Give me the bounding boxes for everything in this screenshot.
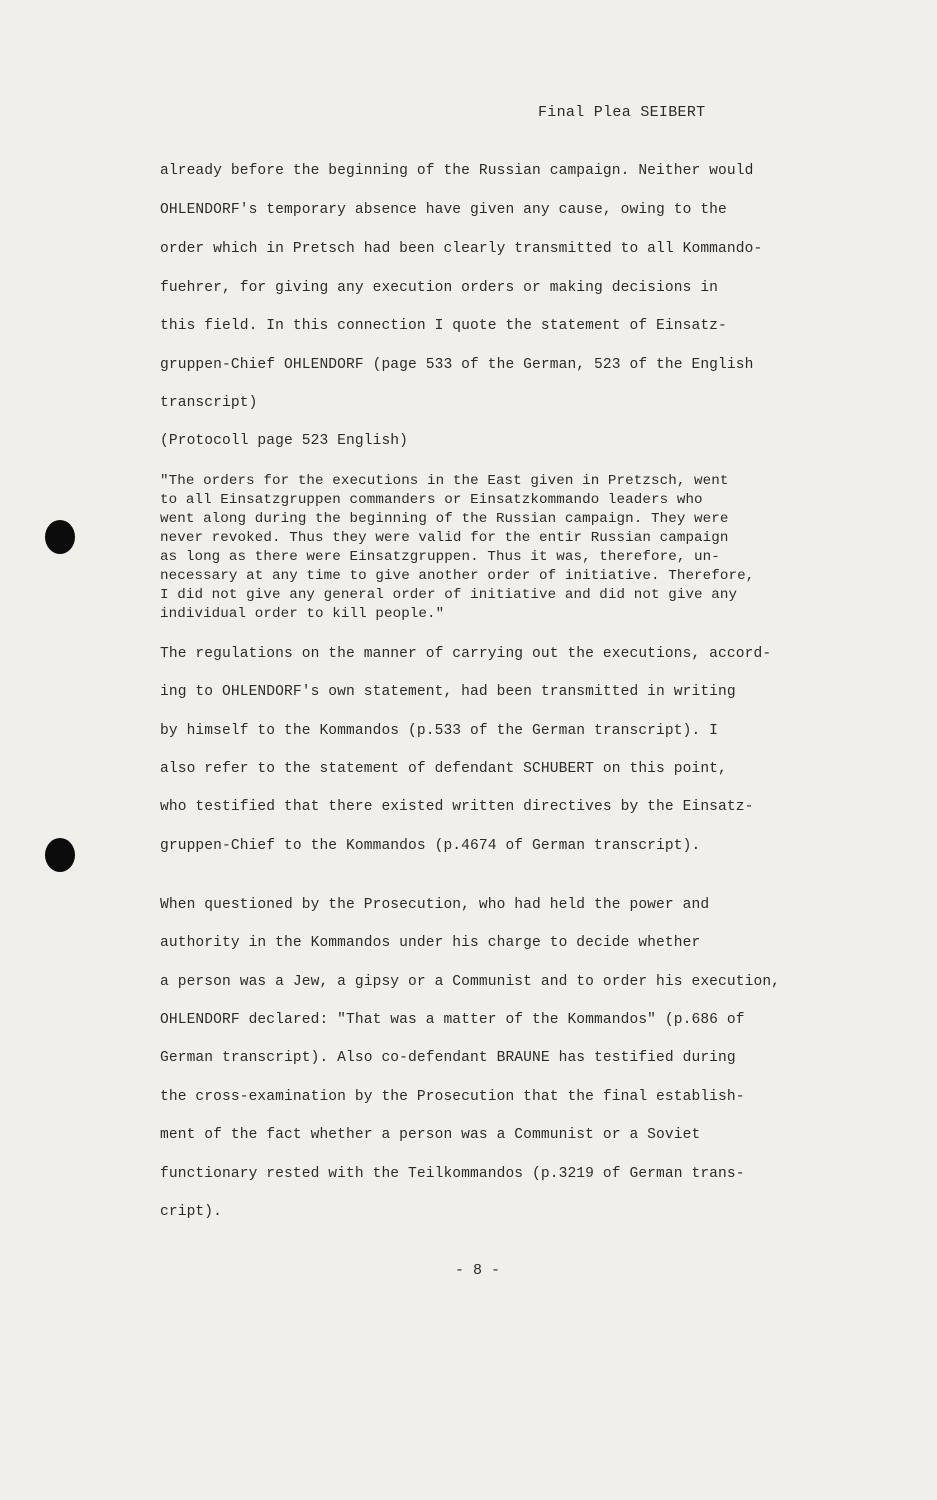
- paragraph-line: OHLENDORF declared: "That was a matter of the Kommandos" (p.686 of: [160, 1012, 745, 1028]
- quote-line: individual order to kill people.": [160, 606, 445, 622]
- paragraph-line: who testified that there existed written directives by the Einsatz-: [160, 799, 754, 815]
- paragraph-line: functionary rested with the Teilkommandos (p.3219 of German trans-: [160, 1166, 745, 1182]
- quote-line: never revoked. Thus they were valid for the entir Russian campaign: [160, 530, 729, 546]
- punch-hole: [45, 520, 75, 554]
- paragraph-line: The regulations on the manner of carrying out the executions, accord-: [160, 646, 772, 662]
- paragraph-line: by himself to the Kommandos (p.533 of the German transcript). I: [160, 723, 719, 739]
- paragraph-line: ing to OHLENDORF's own statement, had been transmitted in writing: [160, 684, 736, 700]
- paragraph-line: transcript): [160, 395, 258, 411]
- paragraph-line: gruppen-Chief OHLENDORF (page 533 of the German, 523 of the English: [160, 357, 754, 373]
- paragraph-line: ment of the fact whether a person was a Communist or a Soviet: [160, 1127, 701, 1143]
- quote-line: "The orders for the executions in the East given in Pretzsch, went: [160, 473, 729, 489]
- quote-line: necessary at any time to give another order of initiative. Therefore,: [160, 568, 755, 584]
- punch-hole: [45, 838, 75, 872]
- quote-line: as long as there were Einsatzgruppen. Thus it was, therefore, un-: [160, 549, 720, 565]
- paragraph-line: gruppen-Chief to the Kommandos (p.4674 of German transcript).: [160, 838, 701, 854]
- paragraph-line: When questioned by the Prosecution, who had held the power and: [160, 897, 710, 913]
- page-header-title: Final Plea SEIBERT: [538, 104, 706, 121]
- quote-line: to all Einsatzgruppen commanders or Einsatzkommando leaders who: [160, 492, 703, 508]
- paragraph-line: the cross-examination by the Prosecution that the final establish-: [160, 1089, 745, 1105]
- quote-line: went along during the beginning of the Russian campaign. They were: [160, 511, 729, 527]
- page-number: - 8 -: [455, 1262, 501, 1279]
- quote-line: I did not give any general order of initiative and did not give any: [160, 587, 738, 603]
- protocol-reference: (Protocoll page 523 English): [160, 433, 409, 449]
- paragraph-line: OHLENDORF's temporary absence have given any cause, owing to the: [160, 202, 727, 218]
- paragraph-line: authority in the Kommandos under his charge to decide whether: [160, 935, 701, 951]
- paragraph-line: order which in Pretsch had been clearly transmitted to all Kommando-: [160, 241, 763, 257]
- paragraph-line: German transcript). Also co-defendant BRAUNE has testified during: [160, 1050, 736, 1066]
- paragraph-line: fuehrer, for giving any execution orders or making decisions in: [160, 280, 719, 296]
- paragraph-line: a person was a Jew, a gipsy or a Communist and to order his execution,: [160, 974, 781, 990]
- paragraph-line: also refer to the statement of defendant SCHUBERT on this point,: [160, 761, 727, 777]
- paragraph-line: this field. In this connection I quote the statement of Einsatz-: [160, 318, 727, 334]
- paragraph-line: cript).: [160, 1204, 223, 1220]
- paragraph-line: already before the beginning of the Russian campaign. Neither would: [160, 163, 754, 179]
